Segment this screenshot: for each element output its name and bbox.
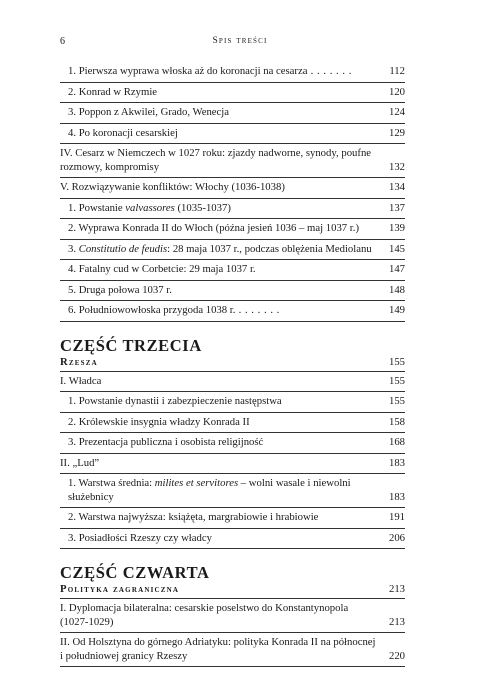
toc-entry-label: 2. Konrad w Rzymie [68,85,158,98]
toc-entry-highest-layer[interactable] [60,508,405,529]
toc-entry-label: 2. Królewskie insygnia władzy Konrada II [68,415,250,428]
toc-entry-label: 2. Warstwa najwyższa: książęta, margrabiowie i hrabiowie [68,511,319,523]
toc-entry-label: 1. Warstwa średnia: milites et servitores – wolni wasale i niewolni służebnicy [68,477,351,503]
toc-entry-diplomacy[interactable] [60,599,405,633]
running-head [60,36,420,50]
table-of-contents [60,62,405,667]
toc-entry-page: 129 [388,126,405,139]
toc-entry-konrad-rome[interactable] [60,83,405,104]
toc-entry-label: V. Rozwiązywanie konfliktów: Włochy (1036-1038) [60,181,285,193]
toc-entry-label: 1. Pierwsza wyprawa włoska aż do koronacji na cesarza . . . [68,65,352,77]
toc-entry-label: 3. Constitutio de feudis: 28 maja 1037 r., podczas oblężenia Mediolanu [68,242,372,255]
toc-entry-label: 4. Po koronacji cesarskiej [68,126,178,139]
toc-entry-page: 155 [388,355,405,368]
toc-entry-page: 147 [388,263,405,275]
part-three-subtitle[interactable]: Rzesza 155 [60,355,405,372]
toc-entry-page: 206 [388,531,405,544]
toc-entry-dynasty[interactable] [60,392,405,413]
toc-entry-page: 155 [388,374,405,387]
toc-entry-page: 213 [388,615,405,628]
toc-entry-page: 191 [388,511,405,523]
toc-entry-page: 158 [388,415,405,428]
toc-entry-page: 112 [389,65,405,77]
toc-entry-page: 183 [388,456,405,469]
toc-entry-page: 132 [388,160,405,173]
toc-entry-page: 213 [388,583,405,595]
toc-entry-page: 220 [388,649,405,662]
toc-entry-poppon[interactable] [60,103,405,124]
toc-entry-label: 2. Wyprawa Konrada II do Włoch (późna jesień 1036 – maj 1037 r.) [68,222,360,234]
toc-entry-page: 148 [388,283,405,296]
page-number: 6 [60,36,65,47]
toc-entry-page: 120 [388,85,405,98]
toc-entry-label: 3. Posiadłości Rzeszy czy władcy [68,531,212,544]
toc-entry-label: II. Od Holsztyna do górnego Adriatyku: polityka Konrada II na północnej i południowej granicy Rzeszy [60,636,376,662]
toc-entry-label: 3. Prezentacja publiczna i osobista religijność [68,436,264,448]
toc-entry-page: 155 [388,395,405,407]
toc-entry-page: 183 [388,490,405,503]
toc-entry-label: 1. Powstanie dynastii i zabezpieczenie następstwa [68,395,282,407]
toc-entry-holstein-adriatic[interactable] [60,633,405,667]
toc-entry-page: 139 [388,222,405,234]
toc-entry-page: 134 [388,181,405,193]
header-title: Spis treści [212,36,268,46]
toc-entry-possessions[interactable] [60,529,405,550]
toc-entry-middle-layer[interactable] [60,474,405,508]
toc-entry-label: 1. Powstanie valvassores (1035-1037) [68,201,231,214]
part-four-title: CZĘŚĆ CZWARTA [60,563,210,582]
toc-entry-page: 149 [388,304,405,316]
toc-entry-people[interactable] [60,454,405,475]
toc-entry-constitutio[interactable] [60,240,405,261]
part-four-subtitle[interactable]: Polityka zagraniczna 213 [60,582,405,599]
toc-entry-public-presentation[interactable] [60,433,405,454]
part-three-title: CZĘŚĆ TRZECIA [60,335,202,355]
toc-entry-insignia[interactable] [60,413,405,434]
toc-entry-page: 168 [388,436,405,448]
toc-entry-page: 145 [388,242,405,255]
toc-entry-label: 6. Południowowłoska przygoda 1038 r. . . . [68,304,280,316]
toc-entry-second-half-1037[interactable] [60,281,405,302]
toc-entry-label: 3. Poppon z Akwilei, Grado, Wenecja [68,106,229,118]
toc-entry-ruler[interactable] [60,372,405,393]
toc-entry-south-italy-1038[interactable] [60,301,405,322]
toc-entry-resolving-conflicts[interactable] [60,178,405,199]
toc-entry-label: 4. Fatalny cud w Corbetcie: 29 maja 1037 r. [68,263,256,275]
toc-entry-first-italian-expedition[interactable] [60,62,405,83]
toc-entry-corbetta[interactable] [60,260,405,281]
toc-entry-label: II. „Lud” [60,456,100,469]
toc-entry-label: I. Dyplomacja bilateralna: cesarskie poselstwo do Konstantynopola (1027-1029) [60,602,349,628]
toc-entry-label: IV. Cesarz w Niemczech w 1027 roku: zjazdy nadworne, synody, poufne rozmowy, kompromisy [60,147,372,173]
toc-entry-page: 124 [388,106,405,118]
toc-entry-page: 137 [388,201,405,214]
toc-entry-label: 5. Druga połowa 1037 r. [68,283,172,296]
toc-entry-label: I. Władca [60,374,102,387]
toc-entry-valvassores[interactable] [60,199,405,220]
toc-entry-emperor-germany-1027[interactable] [60,144,405,178]
toc-entry-konrad-expedition-italy[interactable] [60,219,405,240]
toc-entry-after-coronation[interactable] [60,124,405,145]
